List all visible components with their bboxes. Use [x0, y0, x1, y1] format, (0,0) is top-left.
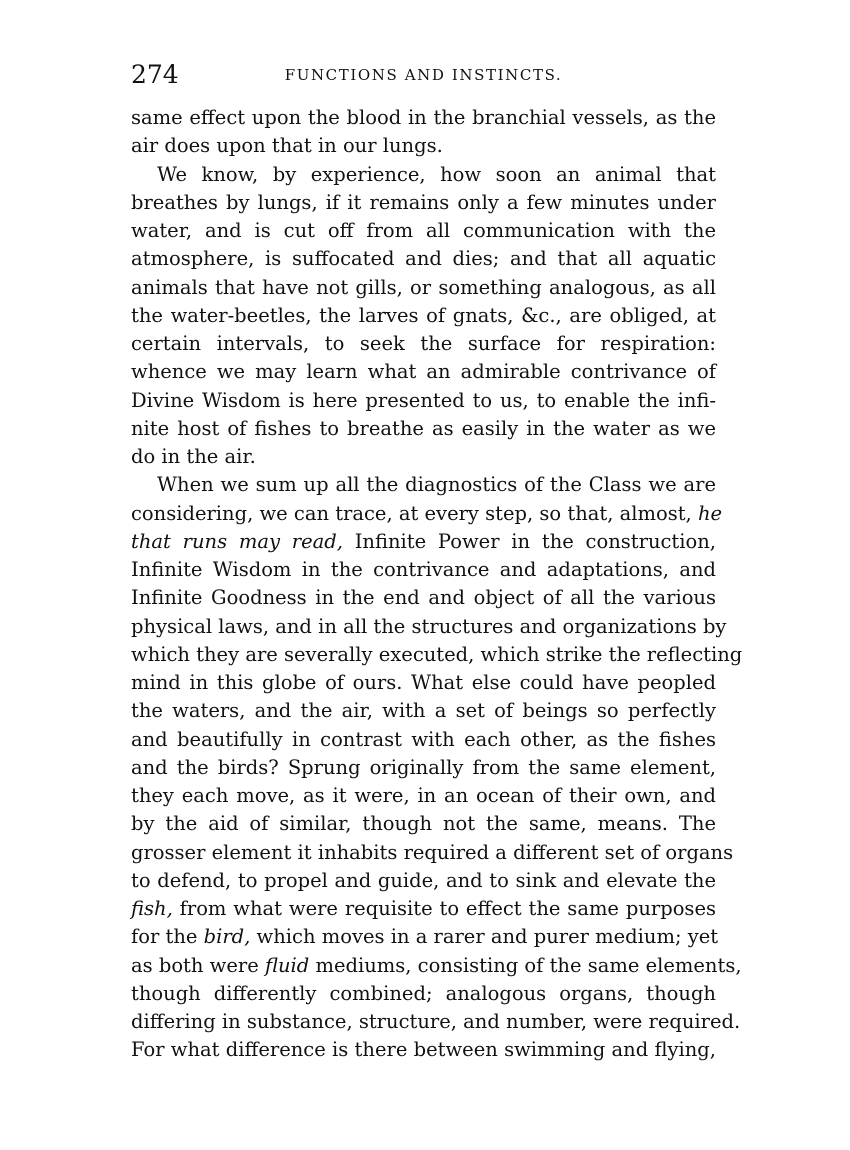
text-segment: same effect upon the blood in the branchial vessels, as the — [131, 106, 716, 129]
text-segment: which they are severally executed, which strike the reflecting — [131, 642, 743, 666]
text-line — [131, 500, 723, 528]
text-segment: for the — [131, 925, 204, 949]
text-line — [131, 952, 742, 980]
text-segment: For what difference is there between swimming and flying, — [131, 1038, 716, 1062]
text-line — [131, 839, 734, 867]
text-segment: as both were — [131, 953, 265, 977]
text-segment: mediums, consisting of the same elements, — [309, 953, 742, 977]
text-line — [131, 641, 743, 669]
italic-text: bird, — [203, 925, 251, 949]
italic-text: fluid — [264, 953, 310, 977]
text-segment: We know, by experience, how soon an animal that — [157, 162, 716, 186]
text-segment: physical laws, and in all the structures and organizations by — [131, 614, 727, 638]
text-segment: considering, we can trace, at every step, so that, almost, — [131, 501, 698, 525]
text-segment: air does upon that in our lungs. — [131, 134, 443, 158]
text-segment: Divine Wisdom is here presented to us, to enable the infi- — [131, 388, 716, 412]
text-line — [131, 669, 716, 697]
text-line — [131, 161, 716, 189]
running-head — [131, 58, 716, 94]
text-segment: from what were requisite to effect the same purposes — [172, 897, 716, 920]
text-segment: though differently combined; analogous organs, though — [131, 981, 716, 1005]
text-line — [131, 613, 727, 641]
text-segment: whence we may learn what an admirable contrivance of — [131, 360, 716, 384]
text-line — [131, 471, 716, 499]
text-segment: breathes by lungs, if it remains only a few minutes under — [131, 190, 716, 214]
text-segment: which moves in a rarer and purer medium; yet — [250, 925, 719, 949]
text-line — [131, 274, 716, 302]
text-line — [131, 387, 716, 415]
text-segment: by the aid of similar, though not the same, means. The — [131, 812, 716, 836]
text-line — [131, 528, 716, 556]
text-segment: Infinite Power in the construction, — [342, 529, 716, 553]
text-segment: and beautifully in contrast with each other, as the fishes — [131, 727, 716, 751]
text-line — [131, 189, 716, 217]
text-line — [131, 754, 716, 782]
text-line — [131, 556, 716, 584]
italic-text: that runs may read, — [131, 529, 343, 553]
text-line — [131, 923, 719, 951]
body-text — [131, 104, 743, 1065]
text-segment: to defend, to propel and guide, and to sink and elevate the — [131, 868, 716, 892]
text-segment: water, and is cut off from all communication with the — [131, 219, 716, 242]
italic-text: fish, — [131, 897, 173, 920]
text-line — [131, 302, 716, 330]
text-line — [131, 867, 716, 895]
text-line — [131, 245, 716, 273]
page-number: 274 — [131, 60, 179, 89]
text-segment: and the birds? Sprung originally from the same element, — [131, 755, 716, 779]
text-line — [131, 810, 716, 838]
text-line — [131, 584, 716, 612]
text-line — [131, 358, 716, 386]
text-line — [131, 1036, 716, 1064]
text-segment: mind in this globe of ours. What else could have peopled — [131, 671, 716, 694]
text-segment: nite host of fishes to breathe as easily in the water as we — [131, 416, 716, 440]
text-line — [131, 330, 716, 358]
text-line — [131, 1008, 741, 1036]
text-segment: atmosphere, is suffocated and dies; and that all aquatic — [131, 247, 716, 271]
text-line — [131, 104, 716, 132]
text-segment: do in the air. — [131, 445, 256, 468]
text-segment: grosser element it inhabits required a different set of organs — [131, 840, 734, 864]
text-segment: animals that have not gills, or something analogous, as all — [131, 275, 716, 299]
text-segment: the waters, and the air, with a set of beings so perfectly — [131, 699, 716, 723]
text-line — [131, 217, 716, 245]
text-segment: certain intervals, to seek the surface for respiration: — [131, 332, 716, 355]
text-segment: Infinite Goodness in the end and object of all the various — [131, 586, 716, 610]
text-line — [131, 726, 716, 754]
text-line — [131, 443, 716, 471]
text-segment: differing in substance, structure, and number, were required. — [131, 1010, 741, 1033]
text-line — [131, 415, 716, 443]
text-segment: Infinite Wisdom in the contrivance and adaptations, and — [131, 558, 716, 581]
text-line — [131, 782, 716, 810]
running-head-title: FUNCTIONS AND INSTINCTS. — [284, 66, 563, 84]
text-segment: they each move, as it were, in an ocean of their own, and — [131, 784, 716, 807]
text-line — [131, 132, 716, 160]
text-line — [131, 895, 716, 923]
text-segment: When we sum up all the diagnostics of the Class we are — [157, 473, 716, 497]
text-line — [131, 980, 716, 1008]
text-segment: the water-beetles, the larves of gnats, &c., are obliged, at — [131, 303, 716, 327]
text-line — [131, 697, 716, 725]
italic-text: he — [697, 501, 723, 525]
